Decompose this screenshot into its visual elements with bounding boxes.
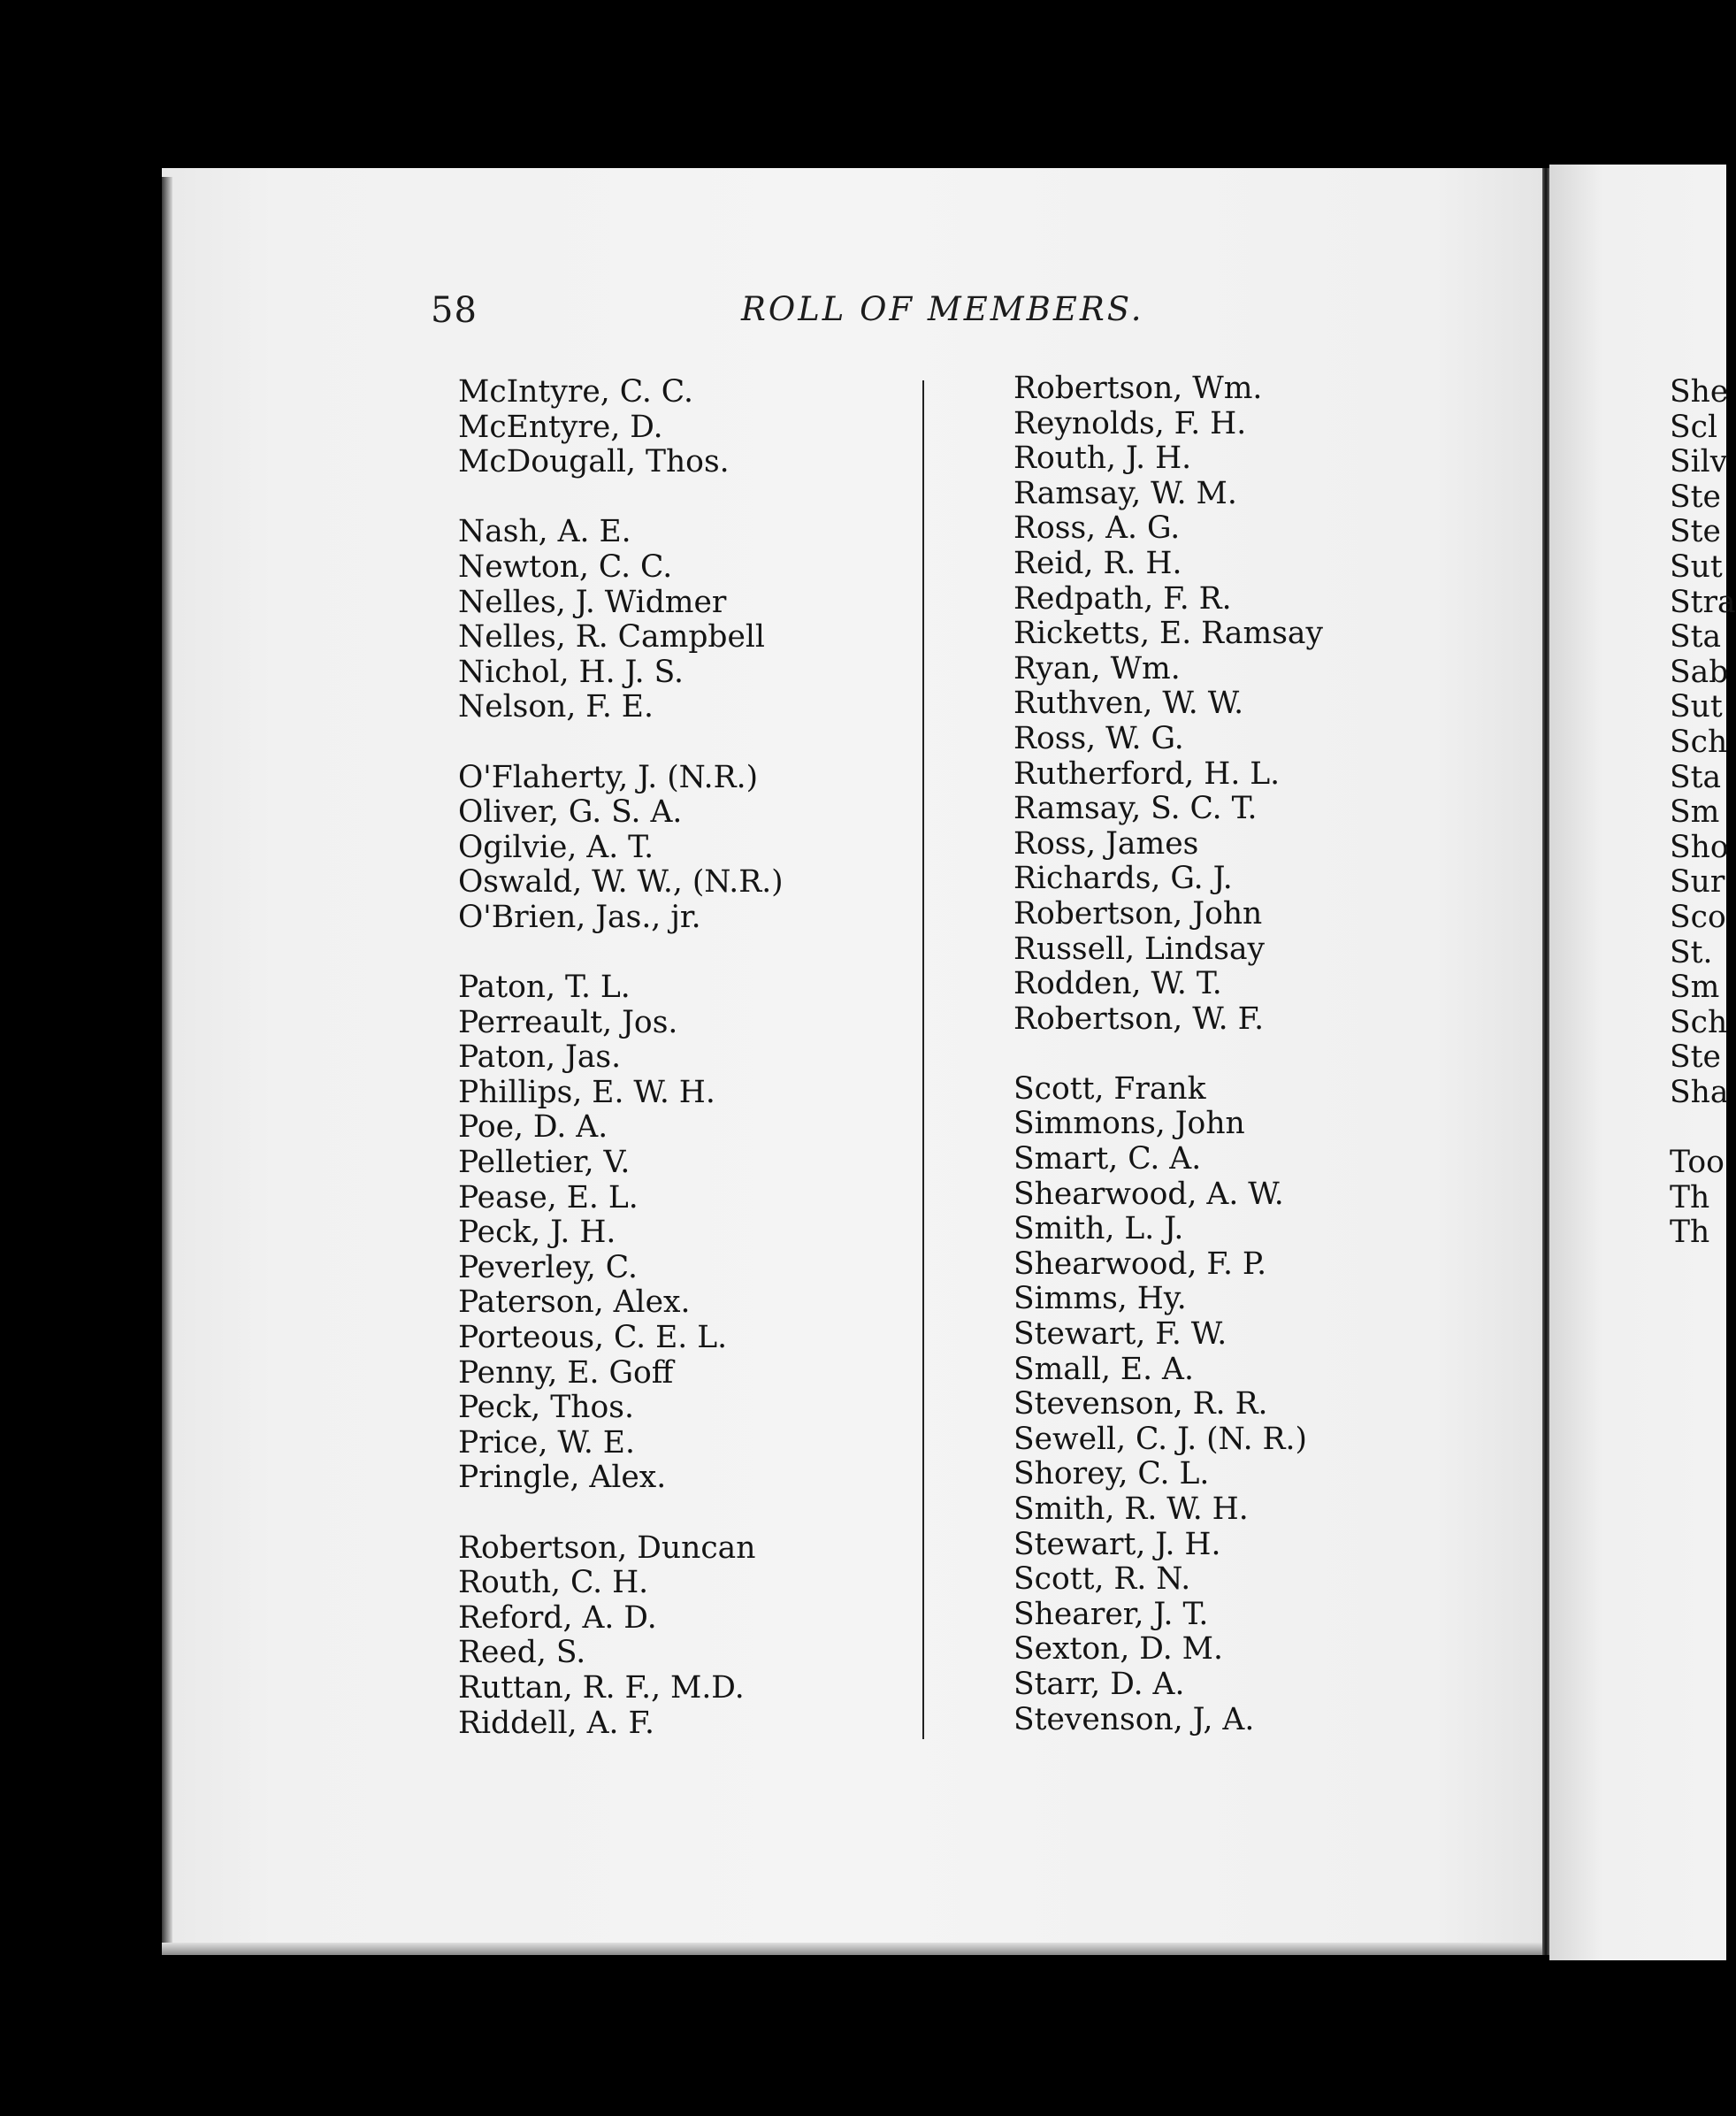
member-entry: Paterson, Alex. (458, 1284, 691, 1321)
facing-page-fragment: Sch (1670, 724, 1728, 760)
member-entry: Nelles, J. Widmer (458, 584, 727, 620)
member-entry: Stevenson, R. R. (1013, 1386, 1268, 1422)
member-entry: Ross, W. G. (1013, 720, 1184, 756)
facing-page-fragment: Stra (1670, 584, 1736, 620)
member-entry: Paton, T. L. (458, 970, 631, 1006)
member-entry: Smith, R. W. H. (1013, 1491, 1249, 1527)
facing-page-fragment: Sho (1670, 829, 1729, 865)
member-entry: Oliver, G. S. A. (458, 794, 683, 831)
facing-page-fragment: Th (1670, 1215, 1710, 1251)
member-entry: Russell, Lindsay (1013, 931, 1266, 967)
facing-page-fragment: Sco (1670, 899, 1726, 935)
member-entry: Ramsay, S. C. T. (1013, 791, 1258, 827)
facing-page-fragment: St. (1670, 934, 1713, 970)
member-entry: Peverley, C. (458, 1249, 638, 1285)
member-entry: Redpath, F. R. (1013, 580, 1232, 617)
member-entry: Pelletier, V. (458, 1145, 631, 1181)
member-entry: Ramsay, W. M. (1013, 475, 1237, 511)
member-entry: Ruttan, R. F., M.D. (458, 1669, 745, 1706)
member-entry: Nelles, R. Campbell (458, 619, 765, 656)
member-entry: Reid, R. H. (1013, 545, 1182, 581)
member-entry: Routh, J. H. (1013, 441, 1192, 477)
facing-page-fragment: Ste (1670, 1039, 1721, 1076)
member-entry: Sexton, D. M. (1013, 1631, 1223, 1668)
facing-page-fragment: Sha (1670, 1074, 1729, 1110)
facing-page-fragment: Ste (1670, 479, 1721, 515)
member-entry: Peck, J. H. (458, 1215, 616, 1251)
member-entry: McIntyre, C. C. (458, 374, 693, 410)
member-entry: Paton, Jas. (458, 1039, 622, 1076)
facing-page-fragment: Sab (1670, 654, 1729, 690)
member-entry: Scott, R. N. (1013, 1561, 1191, 1598)
member-entry: Perreault, Jos. (458, 1004, 678, 1040)
member-entry: Robertson, W. F. (1013, 1000, 1265, 1037)
member-entry: Small, E. A. (1013, 1351, 1194, 1387)
facing-page-fragment: Sta (1670, 619, 1722, 656)
facing-page-fragment: She (1670, 374, 1729, 410)
member-entry: Rutherford, H. L. (1013, 755, 1281, 792)
member-entry: Oswald, W. W., (N.R.) (458, 864, 784, 901)
member-entry: Nelson, F. E. (458, 689, 654, 725)
member-entry: Simmons, John (1013, 1106, 1245, 1142)
member-entry: McEntyre, D. (458, 409, 663, 445)
member-entry: Richards, G. J. (1013, 861, 1233, 897)
facing-page-fragment: Sch (1670, 1004, 1728, 1040)
member-entry: Reynolds, F. H. (1013, 405, 1247, 441)
member-entry: Robertson, John (1013, 895, 1263, 932)
member-entry: Stevenson, J, A. (1013, 1701, 1255, 1737)
member-entry: Pease, E. L. (458, 1179, 639, 1215)
member-entry: Phillips, E. W. H. (458, 1074, 715, 1110)
page-bottom-edge (162, 1943, 1544, 1955)
member-list-right (1013, 372, 1323, 1737)
facing-page-fragment: Too (1670, 1145, 1725, 1181)
facing-page-fragment: Sm (1670, 970, 1720, 1006)
member-entry: Poe, D. A. (458, 1109, 608, 1146)
facing-page-fragment: Sut (1670, 689, 1723, 725)
member-entry: Routh, C. H. (458, 1565, 649, 1601)
member-list-left (458, 375, 784, 1741)
page-number: 58 (431, 290, 478, 331)
page-edge-shadow (162, 177, 172, 1953)
facing-page-fragments (1670, 374, 1736, 1251)
member-entry: Robertson, Wm. (1013, 371, 1263, 406)
member-entry: Penny, E. Goff (458, 1354, 674, 1391)
member-entry: Ricketts, E. Ramsay (1013, 616, 1323, 652)
member-entry: Shearer, J. T. (1013, 1596, 1209, 1632)
facing-page-fragment: Sm (1670, 794, 1720, 831)
member-entry: Stewart, F. W. (1013, 1316, 1227, 1353)
facing-page-fragment: Sur (1670, 864, 1725, 901)
member-entry: Ross, A. G. (1013, 510, 1181, 547)
member-entry: Sewell, C. J. (N. R.) (1013, 1421, 1307, 1457)
member-entry: Shorey, C. L. (1013, 1456, 1210, 1492)
column-divider (922, 380, 924, 1739)
running-title: ROLL OF MEMBERS. (741, 290, 1144, 328)
member-entry: Shearwood, F. P. (1013, 1246, 1267, 1282)
book-gutter (1542, 168, 1549, 1955)
member-entry: Simms, Hy. (1013, 1281, 1187, 1317)
member-entry: Ruthven, W. W. (1013, 686, 1244, 722)
member-entry: Nichol, H. J. S. (458, 654, 684, 690)
member-entry: Scott, Frank (1013, 1070, 1206, 1107)
facing-page-fragment: Scl (1670, 409, 1717, 445)
member-entry: Starr, D. A. (1013, 1666, 1185, 1702)
member-entry: Ryan, Wm. (1013, 650, 1181, 686)
member-entry: Smith, L. J. (1013, 1211, 1184, 1247)
member-entry: Smart, C. A. (1013, 1141, 1202, 1177)
facing-page-fragment: Th (1670, 1179, 1710, 1215)
book-page (162, 168, 1544, 1952)
facing-page-fragment: Sta (1670, 759, 1722, 795)
member-entry: Robertson, Duncan (458, 1530, 756, 1566)
member-entry: Riddell, A. F. (458, 1705, 654, 1741)
facing-page-fragment: Sut (1670, 548, 1723, 585)
member-entry: Nash, A. E. (458, 514, 631, 550)
member-entry: Reed, S. (458, 1635, 586, 1671)
member-entry: O'Flaherty, J. (N.R.) (458, 759, 759, 795)
member-entry: McDougall, Thos. (458, 444, 730, 480)
member-entry: Ogilvie, A. T. (458, 829, 654, 865)
member-entry: Pringle, Alex. (458, 1460, 667, 1496)
member-entry: Price, W. E. (458, 1424, 635, 1460)
member-entry: Reford, A. D. (458, 1599, 657, 1636)
facing-page-fragment: Ste (1670, 514, 1721, 550)
member-entry: Stewart, J. H. (1013, 1526, 1221, 1562)
facing-page-fragment: Silv (1670, 444, 1728, 480)
member-entry: Newton, C. C. (458, 548, 673, 585)
member-entry: Peck, Thos. (458, 1390, 634, 1426)
member-entry: Ross, James (1013, 825, 1199, 862)
member-entry: Porteous, C. E. L. (458, 1320, 728, 1356)
member-entry: Rodden, W. T. (1013, 966, 1222, 1002)
member-entry: Shearwood, A. W. (1013, 1176, 1284, 1212)
member-entry: O'Brien, Jas., jr. (458, 899, 701, 935)
